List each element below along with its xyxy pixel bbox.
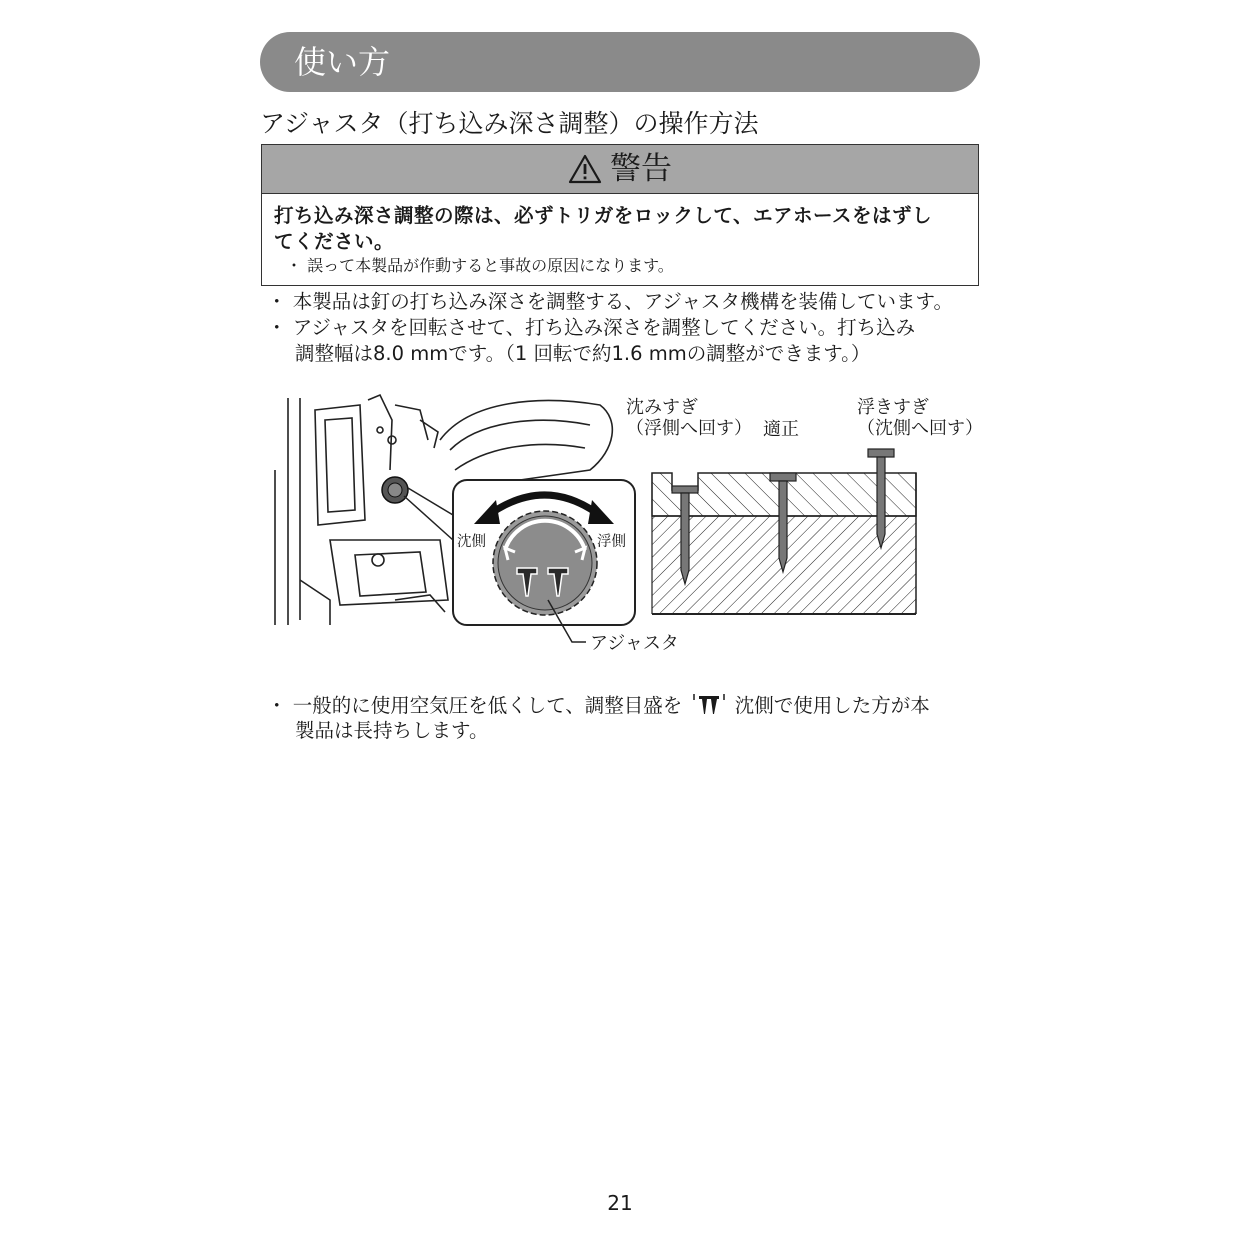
bullet-2-line1: ・ アジャスタを回転させて、打ち込み深さを調整してください。打ち込み <box>267 316 916 339</box>
bullet-2-line2: 調整幅は8.0 mmです。（1 回転で約1.6 mmの調整ができます。） <box>295 342 871 365</box>
warning-main-line2: てください。 <box>274 230 395 253</box>
section-title: アジャスタ（打ち込み深さ調整）の操作方法 <box>260 109 759 138</box>
bullet-3-text-after: 沈側で使用した方が本 <box>734 694 930 717</box>
page-number: 21 <box>607 1191 633 1215</box>
sink-scale-mark-icon <box>691 692 727 716</box>
sunk-title: 沈みすぎ <box>626 397 698 418</box>
chapter-title: 使い方 <box>294 43 391 81</box>
tool-adjuster-knob <box>382 477 408 503</box>
sunk-subtitle: （浮側へ回す） <box>626 418 752 439</box>
adjuster-label: アジャスタ <box>590 633 679 654</box>
zoom-leader-2 <box>408 488 453 515</box>
bullet-3-line1 <box>267 692 930 719</box>
float-title: 浮きすぎ <box>857 397 929 418</box>
warning-label: 警告 <box>610 151 672 187</box>
proper-label: 適正 <box>763 419 799 440</box>
float-side-label: 浮側 <box>597 534 626 550</box>
bullet-3-line2: 製品は長持ちします。 <box>295 719 489 742</box>
float-subtitle: （沈側へ回す） <box>857 418 983 439</box>
sink-side-label: 沈側 <box>457 534 486 550</box>
bullet-1: ・ 本製品は釘の打ち込み深さを調整する、アジャスタ機構を装備しています。 <box>267 290 953 313</box>
warning-sub-text: ・ 誤って本製品が作動すると事故の原因になります。 <box>286 256 674 275</box>
warning-main-line1: 打ち込み深さ調整の際は、必ずトリガをロックして、エアホースをはずし <box>274 204 933 227</box>
adjuster-dial <box>493 511 597 615</box>
bullet-3-text-before: ・ 一般的に使用空気圧を低くして、調整目盛を <box>267 694 683 717</box>
zoom-leader-1 <box>404 496 453 540</box>
